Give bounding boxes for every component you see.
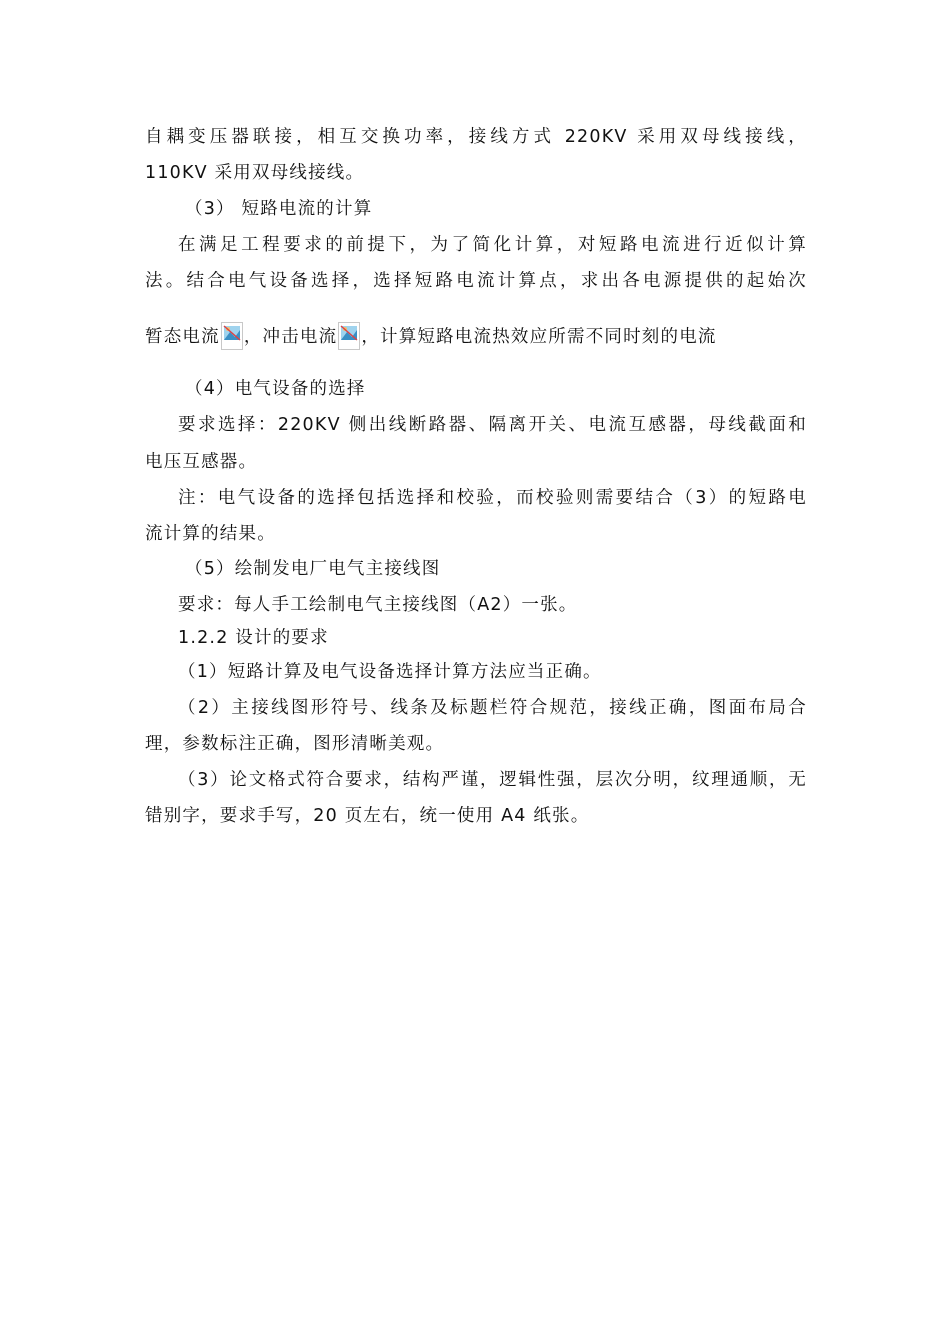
paragraph-line: 电压互感器。 [145, 452, 258, 472]
broken-image-icon [221, 322, 243, 350]
text-span: ，计算短路电流热效应所需不同时刻的电流 [361, 327, 717, 347]
paragraph-line: 要求选择：220KV 侧出线断路器、隔离开关、电流互感器，母线截面和 [178, 415, 807, 435]
list-item: （2）主接线图形符号、线条及标题栏符合规范，接线正确，图面布局合 [178, 698, 807, 718]
paragraph-line: 110KV 采用双母线接线。 [145, 163, 365, 183]
section-heading: （5）绘制发电厂电气主接线图 [185, 559, 441, 579]
broken-image-icon [338, 322, 360, 350]
paragraph-line: 要求：每人手工绘制电气主接线图（A2）一张。 [178, 595, 578, 615]
paragraph-line: 自耦变压器联接，相互交换功率，接线方式 220KV 采用双母线接线， [145, 127, 807, 147]
paragraph-line-with-formulas [145, 322, 717, 350]
section-heading: 1.2.2 设计的要求 [178, 628, 329, 648]
list-item-continuation: 理，参数标注正确，图形清晰美观。 [145, 734, 445, 754]
section-heading: （3） 短路电流的计算 [185, 199, 373, 219]
paragraph-line: 法。结合电气设备选择，选择短路电流计算点，求出各电源提供的起始次 [145, 271, 807, 291]
paragraph-line: 在满足工程要求的前提下，为了简化计算，对短路电流进行近似计算 [178, 235, 807, 255]
paragraph-line: 注：电气设备的选择包括选择和校验，而校验则需要结合（3）的短路电 [178, 488, 807, 508]
text-span: 暂态电流 [145, 327, 220, 347]
text-span: ，冲击电流 [243, 327, 338, 347]
list-item: （1）短路计算及电气设备选择计算方法应当正确。 [178, 662, 602, 682]
list-item-continuation: 错别字，要求手写，20 页左右，统一使用 A4 纸张。 [145, 806, 590, 826]
paragraph-line: 流计算的结果。 [145, 524, 276, 544]
section-heading: （4）电气设备的选择 [185, 379, 366, 399]
list-item: （3）论文格式符合要求，结构严谨，逻辑性强，层次分明，纹理通顺，无 [178, 770, 807, 790]
